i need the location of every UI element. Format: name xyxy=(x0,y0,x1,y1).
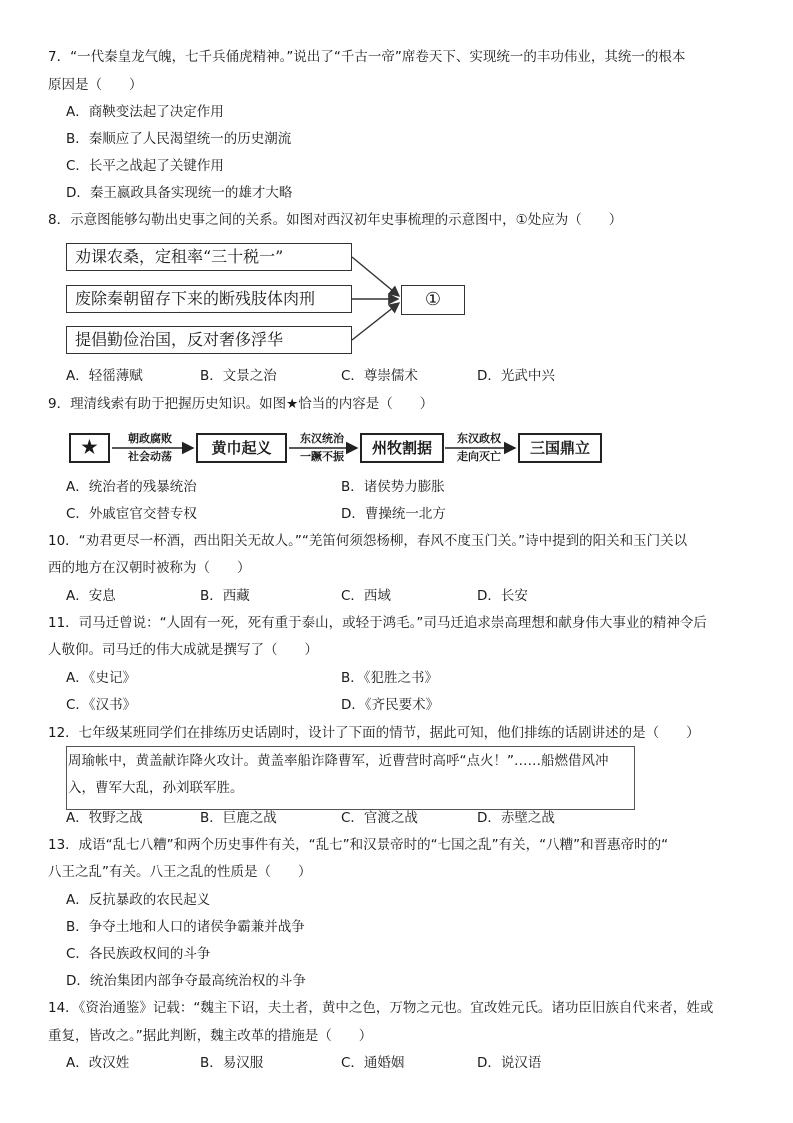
q9-option-c[interactable]: C．外戚宦官交替专权 xyxy=(66,506,197,522)
q13-option-d[interactable]: D．统治集团内部争夺最高统治权的斗争 xyxy=(66,973,306,989)
q7-option-a[interactable]: A．商鞅变法起了决定作用 xyxy=(66,104,224,120)
q7-stem-line1: 7．“一代秦皇龙气魄，七千兵俑虎精神。”说出了“千古一帝”席卷天下、实现统一的丰功伟业，其统一的根本 xyxy=(48,49,686,65)
q8-stem-line1: 8．示意图能够勾勒出史事之间的关系。如图对西汉初年史事梳理的示意图中，①处应为（ ） xyxy=(48,212,623,228)
q10-option-c[interactable]: C．西域 xyxy=(341,588,391,604)
q9-stem-line1: 9．理清线索有助于把握历史知识。如图★恰当的内容是（ ） xyxy=(48,396,434,412)
q9-chain-label-2-bottom: 一蹶不振 xyxy=(300,450,344,463)
q8-option-c[interactable]: C．尊崇儒术 xyxy=(341,368,418,384)
q9-chain-label-3-bottom: 走向灭亡 xyxy=(457,450,501,463)
q9-option-d[interactable]: D．曹操统一北方 xyxy=(341,506,446,522)
q9-chain-arrows xyxy=(0,420,793,480)
q10-stem-line2: 西的地方在汉朝时被称为（ ） xyxy=(48,560,251,576)
q10-option-d[interactable]: D．长安 xyxy=(477,588,528,604)
q9-option-a[interactable]: A．统治者的残暴统治 xyxy=(66,479,197,495)
q9-chain-label-1-top: 朝政腐败 xyxy=(128,432,172,445)
q9-chain-box-3: 州牧割据 xyxy=(360,433,444,463)
q11-stem-line1: 11．司马迁曾说：“人固有一死，死有重于泰山，或轻于鸿毛。”司马迁追求崇高理想和献身伟大事业的精神令后 xyxy=(48,615,707,631)
q11-stem-line2: 人敬仰。司马迁的伟大成就是撰写了（ ） xyxy=(48,642,318,658)
q9-chain-label-1-bottom: 社会动荡 xyxy=(128,450,172,463)
q8-option-a[interactable]: A．轻徭薄赋 xyxy=(66,368,143,384)
q14-option-c[interactable]: C．通婚姻 xyxy=(341,1055,405,1071)
q9-chain-box-2: 黄巾起义 xyxy=(196,433,287,463)
q10-stem-line1: 10．“劝君更尽一杯酒，西出阳关无故人。”“羌笛何须怨杨柳，春风不度玉门关。”诗中提到的阳关和玉门关以 xyxy=(48,533,688,549)
q7-option-c[interactable]: C．长平之战起了关键作用 xyxy=(66,158,224,174)
q8-option-d[interactable]: D．光武中兴 xyxy=(477,368,555,384)
q8-diagram-arrows xyxy=(0,0,793,400)
q9-chain-box-4: 三国鼎立 xyxy=(518,433,602,463)
q13-option-b[interactable]: B．争夺土地和人口的诸侯争霸兼并战争 xyxy=(66,919,305,935)
q8-diagram-box-2: 废除秦朝留存下来的断残肢体肉刑 xyxy=(66,285,352,313)
q8-diagram-box-1: 劝课农桑，定租率“三十税一” xyxy=(66,243,352,271)
q12-material-line1: 周瑜帐中，黄盖献诈降火攻计。黄盖率船诈降曹军，近曹营时高呼“点火！”……船燃借风冲 xyxy=(68,753,609,769)
q14-option-a[interactable]: A．改汉姓 xyxy=(66,1055,130,1071)
q7-option-d[interactable]: D．秦王嬴政具备实现统一的雄才大略 xyxy=(66,185,293,201)
q7-option-b[interactable]: B．秦顺应了人民渴望统一的历史潮流 xyxy=(66,131,292,147)
q12-stem-line1: 12．七年级某班同学们在排练历史话剧时，设计了下面的情节，据此可知，他们排练的话剧讲述的是（ ） xyxy=(48,725,700,741)
q12-option-b[interactable]: B．巨鹿之战 xyxy=(200,810,277,826)
q11-option-a[interactable]: A．《史记》 xyxy=(66,670,136,686)
q11-option-b[interactable]: B．《犯胜之书》 xyxy=(341,670,439,686)
q14-option-d[interactable]: D．说汉语 xyxy=(477,1055,542,1071)
q8-option-b[interactable]: B．文景之治 xyxy=(200,368,277,384)
q14-option-b[interactable]: B．易汉服 xyxy=(200,1055,264,1071)
q8-diagram-target: ① xyxy=(401,285,465,315)
q13-option-c[interactable]: C．各民族政权间的斗争 xyxy=(66,946,211,962)
q9-chain-label-2-top: 东汉统治 xyxy=(300,432,344,445)
q10-option-a[interactable]: A．安息 xyxy=(66,588,116,604)
q9-option-b[interactable]: B．诸侯势力膨胀 xyxy=(341,479,445,495)
q11-option-d[interactable]: D．《齐民要术》 xyxy=(341,697,440,713)
q9-chain-star-box: ★ xyxy=(69,433,110,463)
q14-stem-line2: 重复，皆改之。”据此判断，魏主改革的措施是（ ） xyxy=(48,1028,373,1044)
q11-option-c[interactable]: C．《汉书》 xyxy=(66,697,137,713)
q13-stem-line2: 八王之乱”有关。八王之乱的性质是（ ） xyxy=(48,864,312,880)
q8-diagram-box-3: 提倡勤俭治国，反对奢侈浮华 xyxy=(66,326,352,354)
q12-option-c[interactable]: C．官渡之战 xyxy=(341,810,418,826)
q13-option-a[interactable]: A．反抗暴政的农民起义 xyxy=(66,892,211,908)
q9-chain-label-3-top: 东汉政权 xyxy=(457,432,501,445)
q12-material-line2: 入，曹军大乱，孙刘联军胜。 xyxy=(68,780,244,796)
q7-stem-line2: 原因是（ ） xyxy=(48,77,143,93)
q12-option-d[interactable]: D．赤壁之战 xyxy=(477,810,555,826)
q10-option-b[interactable]: B．西藏 xyxy=(200,588,250,604)
q14-stem-line1: 14．《资治通鉴》记载：“魏主下诏，夫土者，黄中之色，万物之元也。宜改姓元氏。诸功臣旧族自代来者，姓或 xyxy=(48,1000,714,1016)
q13-stem-line1: 13．成语“乱七八糟”和两个历史事件有关，“乱七”和汉景帝时的“七国之乱”有关，“八糟”和晋惠帝时的“ xyxy=(48,837,669,853)
q12-option-a[interactable]: A．牧野之战 xyxy=(66,810,143,826)
